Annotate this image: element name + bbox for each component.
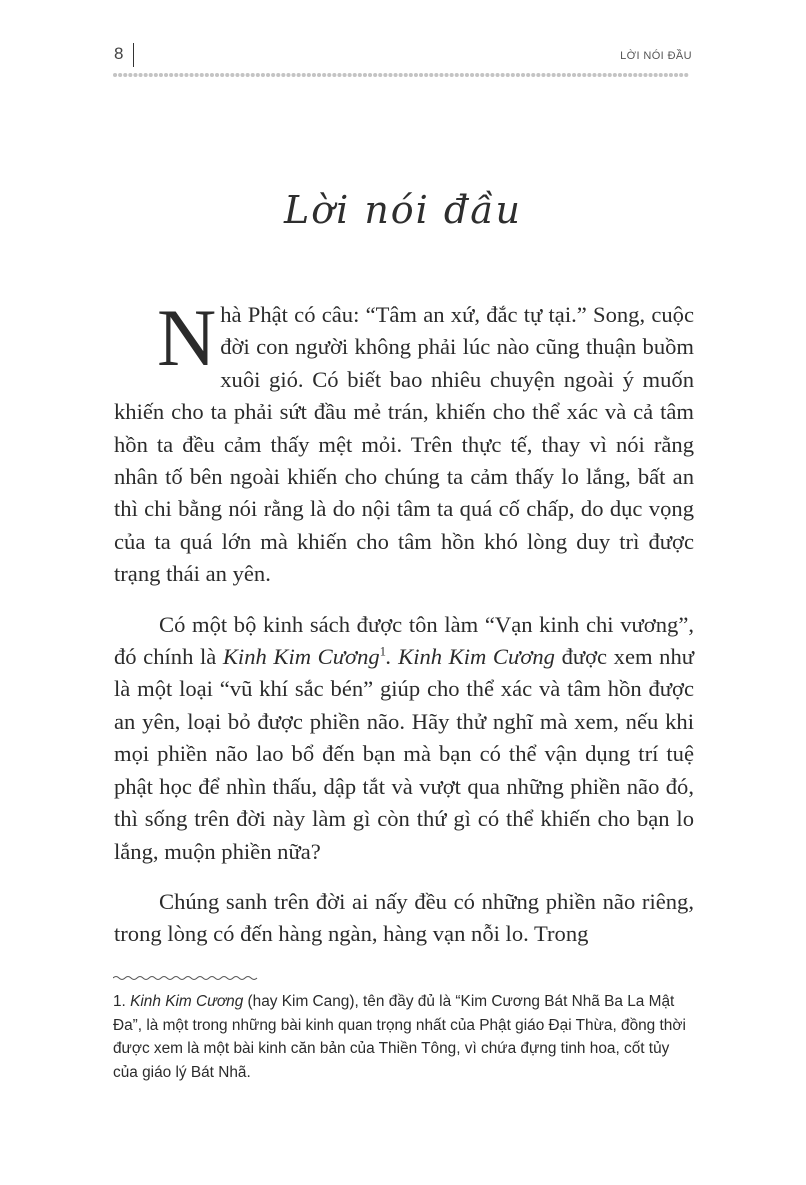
paragraph-2 — [114, 609, 694, 868]
book-title-italic: Kinh Kim Cương — [398, 644, 555, 670]
footnote — [113, 990, 695, 1084]
footnote-reference: 1 — [379, 644, 386, 659]
footnote-text: (hay Kim Cang), tên đầy đủ là “Kim Cương Bát Nhã Ba La Mật Đa”, là một trong những bài kinh quan trọng nhất của Phật giáo Đại Thừa, đồng thời được xem là một bài kinh căn bản của Thiền Tông, vì chứa đựng tinh hoa, cốt tủy của giáo lý Bát Nhã. — [113, 993, 686, 1081]
chapter-title: Lời nói đầu — [283, 188, 522, 232]
page-number: 8 — [114, 44, 124, 63]
header-dotted-rule — [113, 72, 693, 78]
paragraph-2-intro: Có một bộ kinh sách được tôn làm “Vạn kinh chi vương”, đó chính là — [114, 611, 694, 670]
paragraph-1 — [114, 292, 694, 591]
paragraph-3 — [114, 886, 694, 951]
paragraph-3-text: Chúng sanh trên đời ai nấy đều có những phiền não riêng, trong lòng có đến hàng ngàn, hàng vạn nỗi lo. Trong — [114, 888, 694, 947]
header-divider — [133, 43, 134, 67]
sentence-separator: . — [385, 644, 399, 670]
body-text — [114, 292, 695, 969]
drop-cap: N — [157, 292, 217, 383]
paragraph-2-rest: được xem như là một loại “vũ khí sắc bén” giúp cho thể xác và tâm hồn được an yên, loại bỏ được phiền não. Hãy thử nghĩ mà xem, nếu khi mọi phiền não lao bổ đến bạn mà bạn có thể vận dụng trí tuệ phật học để nhìn thấu, dập tắt và vượt qua những phiền não đó, thì sống trên đời này làm gì còn thứ gì có thể khiến cho bạn lo lắng, muộn phiền nữa? — [114, 644, 695, 864]
book-title-italic: Kinh Kim Cương — [222, 644, 380, 670]
running-head-title: LỜI NÓI ĐẦU — [620, 50, 692, 62]
footnote-title: Kinh Kim Cương — [130, 993, 244, 1010]
paragraph-1-text: hà Phật có câu: “Tâm an xứ, đắc tự tại.” Song, cuộc đời con người không phải lúc nào cũng thuận buồm xuôi gió. Có biết bao nhiêu chuyện ngoài ý muốn khiến cho ta phải sứt đầu mẻ trán, khiến cho thể xác và cả tâm hồn ta đều cảm thấy mệt mỏi. Trên thực tế, thay vì nói rằng nhân tố bên ngoài khiến cho chúng ta cảm thấy lo lắng, bất an thì chi bằng nói rằng là do nội tâm ta quá cố chấp, do dục vọng của ta quá lớn mà khiến cho tâm hồn khó lòng duy trì được trạng thái an yên. — [114, 302, 694, 587]
footnote-number: 1. — [113, 993, 131, 1010]
footnote-wavy-rule — [113, 974, 258, 982]
